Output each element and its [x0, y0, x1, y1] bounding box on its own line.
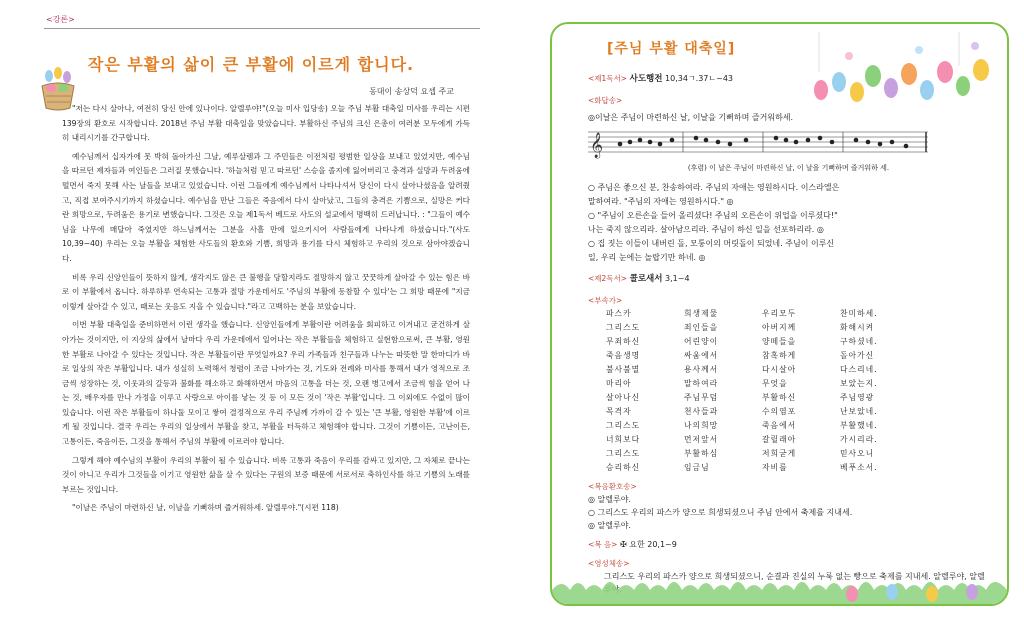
- first-reading: [588, 72, 989, 86]
- sequence-cell: 난보았네.: [840, 407, 878, 416]
- sequence-cell: 너희보다: [606, 435, 641, 444]
- psalm-verse-line: 나는 죽지 않으리라. 살아남으리라. 주님이 하신 일을 선포하리라. ◎: [588, 225, 824, 234]
- sermon-paragraph: 이번 부활 대축일을 준비하면서 이런 생각을 했습니다. 신앙인들에게 부활이란 어려움을 회피하고 이겨내고 굳건하게 살아가는 것이지만, 이 지상의 삶에서 날마다 우리 가운데에서 일어나는 작은 부활들을 체험하고 실현함으로써, 큰 부활, 영원한 부활로 나아갈 수 있다는 것입니다. 작은 부활들이란 무엇일까요? 우리 가족들과 친구들과 나누는 따뜻한 말 한마디가 바로 일상의 작은 부활입니다. 내가 성실히 노력해서 청렴이 조금 나아가는 것, 기도와 전례와 미사를 통해서 내가 영적으로 조금씩 성장하는 것, 이웃과의 갈등과 불화를 해소하고 화해하면서 마음의 고통을 더는 것, 오랜 병고에서 조금씩 힘을 얻어 나는 것, 배우자를 만나 가정을 이루고 사랑으로 아이를 낳는 것 등 이 모든 것이 '작은 부활'입니다. 그 이외에도 수없이 많이 있습니다. 이런 작은 부활들이 하나둘 모이고 쌓여 결정적으로 우리 주님께 가까이 갈 수 있는 '큰 부활, 영원한 부활'에 이르게 될 것입니다. 결국 우리는 우리의 일상에서 부활을 찾고, 부활을 터득하고 체험해야 합니다. 그것이 기쁨이든, 고난이든, 고통이든, 죽음이든, 그것을 통해서 주님의 부활에 이르러야 합니다.: [62, 320, 470, 447]
- psalm-verse-line: ○ 주님은 좋으신 분, 찬송하여라. 주님의 자애는 영원하시다. 이스라엘은: [588, 183, 840, 192]
- sermon-title: 작은 부활의 삶이 큰 부활에 이르게 합니다.: [87, 55, 415, 74]
- liturgy-title: [주님 부활 대축일]: [607, 41, 736, 57]
- liturgy-page: [550, 22, 1009, 606]
- second-reading-label: <제2독서>: [588, 274, 628, 283]
- psalm-verse-line: ○ 집 짓는 이들이 내버린 돌, 모퉁이의 머릿돌이 되었네. 주님이 이루신: [588, 239, 835, 248]
- sermon-body: [62, 102, 470, 520]
- sequence-cell: 나의희망: [684, 421, 719, 430]
- sermon-paragraph: "저는 다시 살아나, 여전히 당신 안에 있나이다. 알렐루야!"(오늘 미사 입당송) 오늘 주님 부활 대축일 미사를 우리는 시편 139장의 환호로 시작합니다. 2018년 주님 부활 대축일을 맞았습니다. 부활하신 주님의 크신 은총이 여러분 모두에게 가득히 내리시기를 간구합니다.: [62, 104, 470, 143]
- sequence-cell: 부활하신: [762, 393, 797, 402]
- sequence-cell: 갈릴래아: [762, 435, 797, 444]
- sequence-cell: 싸움에서: [684, 351, 719, 360]
- section-tag: <강론>: [46, 15, 75, 24]
- sequence-cell: 그리스도: [606, 323, 641, 332]
- sequence-cell: 양떼들을: [762, 337, 797, 346]
- psalm-verse-line: ○ "주님이 오른손을 들어 올리셨다! 주님의 오른손이 위업을 이루셨다!": [588, 211, 838, 220]
- sequence-cell: 승리하신: [606, 463, 641, 472]
- gospel: [588, 538, 989, 551]
- sermon-paragraph: 예수님께서 십자가에 못 박혀 돌아가신 그날, 예루살렘과 그 주민들은 이전처럼 평범한 일상을 보내고 있었지만, 예수님을 따르던 제자들과 여인들은 그러질 못했습니다. '하늘처럼 믿고 따르던' 스승을 졸지에 잃어버리고 충격과 실망과 두려움에 떨면서 죽지 못해 사는 날들을 보내고 있었습니다. 이런 그들에게 예수님께서 나타나셔서 당신이 다시 살아나셨음을 알려줬고, 직접 보여주시기까지 하셨습니다. 예수님을 만난 그들은 죽음에서 다시 살아났고, 그들의 충격은 기쁨으로, 실망은 커다란 희망으로, 두려움은 용기로 변했습니다. 그것은 오늘 제1독서 베드로 사도의 설교에서 명백히 드러납니다. : "그들이 예수님을 나무에 매달아 죽였지만 하느님께서는 그분을 사흘 만에 일으키시어 사람들에게 나타나게 하셨습니다."(사도 10,39~40) 우리는 오늘 부활을 체험한 사도들의 환호와 기쁨, 희망과 용기를 다시 체험하고 우리의 것으로 삼아야겠습니다.: [62, 151, 470, 263]
- sermon-paragraph: 비록 우리 신앙인들이 뜻하지 않게, 생각지도 않은 큰 불행을 당할지라도 절망하지 않고 꿋꿋하게 살아갈 수 있는 힘은 바로 이 부활에서 옵니다. 하루하루 연속되는 고통과 절망 가운데서도 '주님의 부활에 동참할 수 있다'는 그 희망 때문에 "지금 이렇게 살아갈 수 있고, 때로는 웃음도 지을 수 있습니다."라고 고백하는 분을 보았습니다.: [62, 272, 470, 311]
- sequence-cell: 수의염포: [762, 407, 797, 416]
- sequence-cell: 임금님: [684, 463, 710, 472]
- sequence-cell: 죽음생명: [606, 351, 641, 360]
- sequence-label: <부속가>: [588, 296, 623, 305]
- sequence-cell: 자비를: [762, 463, 788, 472]
- acclamation-alleluia: ◎ 알렐루야.: [588, 495, 631, 504]
- svg-text:𝄞: 𝄞: [590, 133, 604, 158]
- second-reading: [588, 272, 989, 286]
- sequence-cell: 주님무덤: [684, 393, 719, 402]
- top-divider: [44, 28, 480, 29]
- sermon-page: [22, 10, 480, 616]
- psalm-label: <화답송>: [588, 96, 623, 105]
- sequence-cell: 죄인들을: [684, 323, 719, 332]
- sequence-cell: 희생제물: [684, 309, 719, 318]
- liturgy-body: [588, 72, 989, 596]
- gospel-label: <복 음>: [588, 540, 618, 549]
- acclamation-text: ○ 그리스도 우리의 파스카 양으로 희생되셨으니 주님 안에서 축제를 지내세.: [588, 508, 853, 517]
- sequence-cell: 보았는지.: [840, 379, 878, 388]
- psalm-verses: [588, 181, 989, 264]
- sequence-cell: 마리아: [606, 379, 632, 388]
- sequence-cell: 살아나신: [606, 393, 641, 402]
- first-reading-label: <제1독서>: [588, 74, 628, 83]
- psalm-refrain: ◎이날은 주님이 마련하신 날, 이날을 기뻐하며 즐거워하세.: [588, 113, 794, 122]
- sequence-cell: 구하셨네.: [840, 337, 878, 346]
- sequence-cell: 돌아가신: [840, 351, 875, 360]
- sequence-cell: 말하여라: [684, 379, 719, 388]
- sequence-cell: 그리스도: [606, 421, 641, 430]
- sequence-cell: 목격자: [606, 407, 632, 416]
- sequence-cell: 다시살아: [762, 365, 797, 374]
- psalm-verse-line: 말하여라. "주님의 자애는 영원하시다." ◎: [588, 197, 734, 206]
- sequence-cell: 믿사오니: [840, 449, 875, 458]
- second-reading-ref: 3,1~4: [665, 274, 690, 283]
- communion-text: 그리스도 우리의 파스카 양으로 희생되셨으니, 순결과 진실의 누룩 없는 빵으로 축제를 지내세. 알렐루야, 알렐: [588, 570, 989, 596]
- sequence-cell: 부활하심: [684, 449, 719, 458]
- sequence-cell: 무엇을: [762, 379, 788, 388]
- sermon-paragraph: "이날은 주님이 마련하신 날, 이날을 기뻐하며 즐거워하세. 알렐루야."(시편 118): [72, 503, 339, 513]
- first-reading-ref: 10,34ㄱ.37ㄴ~43: [665, 74, 733, 83]
- sequence-cell: 참혹하게: [762, 351, 797, 360]
- sequence-cell: 가시리라.: [840, 435, 878, 444]
- sequence-cell: 찬미하세.: [840, 309, 878, 318]
- sermon-paragraph: 그렇게 해야 예수님의 부활이 우리의 부활이 될 수 있습니다. 비록 고통과 죽음이 우리를 감싸고 있지만, 그 자체로 끝나는 것이 아니고 우리가 그것들을 이기고 영원한 삶을 살 수 있다는 구원의 보증 때문에 서로서로 축하인사를 하고 기쁨의 노래를 부르는 것입니다.: [62, 455, 470, 494]
- sequence-cell: 천사들과: [684, 407, 719, 416]
- sequence-cell: 화해시켜: [840, 323, 875, 332]
- sequence-cell: 베푸소서.: [840, 463, 878, 472]
- music-staff-icon: [588, 126, 928, 160]
- sermon-author: 동대이 송상덕 요셉 주교: [369, 87, 454, 96]
- sequence-cell: 용사께서: [684, 365, 719, 374]
- sequence-cell: 어린양이: [684, 337, 719, 346]
- sequence-cell: 그리스도: [606, 449, 641, 458]
- psalm-refrain-lyrics: (후렴) 이 날은 주님이 마련하신 날, 이 날을 기뻐하며 즐거워하 세.: [687, 164, 890, 172]
- acclamation-alleluia: ◎ 알렐루야.: [588, 521, 631, 530]
- psalm-verse-line: 일, 우리 눈에는 놀랍기만 하네. ◎: [588, 253, 706, 262]
- sequence-cell: 주님영광: [840, 393, 875, 402]
- gospel-ref: ✠ 요한 20,1~9: [620, 540, 677, 549]
- acclamation-label: <복음환호송>: [588, 482, 637, 491]
- sequence-cell: 부활했네.: [840, 421, 878, 430]
- sequence-cell: 아버지께: [762, 323, 797, 332]
- sequence-grid: [588, 307, 989, 474]
- sequence-cell: 우리모두: [762, 309, 797, 318]
- sequence-cell: 먼저앞서: [684, 435, 719, 444]
- sequence-cell: 죽음에서: [762, 421, 797, 430]
- sequence-cell: 저희굳게: [762, 449, 797, 458]
- first-reading-book: 사도행전: [629, 74, 663, 84]
- grass-decoration-icon: [552, 570, 1007, 604]
- sequence-cell: 무죄하신: [606, 337, 641, 346]
- sequence-cell: 다스리네.: [840, 365, 878, 374]
- sequence-cell: 불사불멸: [606, 365, 641, 374]
- second-reading-book: 콜로새서: [629, 274, 663, 284]
- communion-label: <영성체송>: [588, 559, 630, 568]
- sequence-cell: 파스카: [606, 309, 632, 318]
